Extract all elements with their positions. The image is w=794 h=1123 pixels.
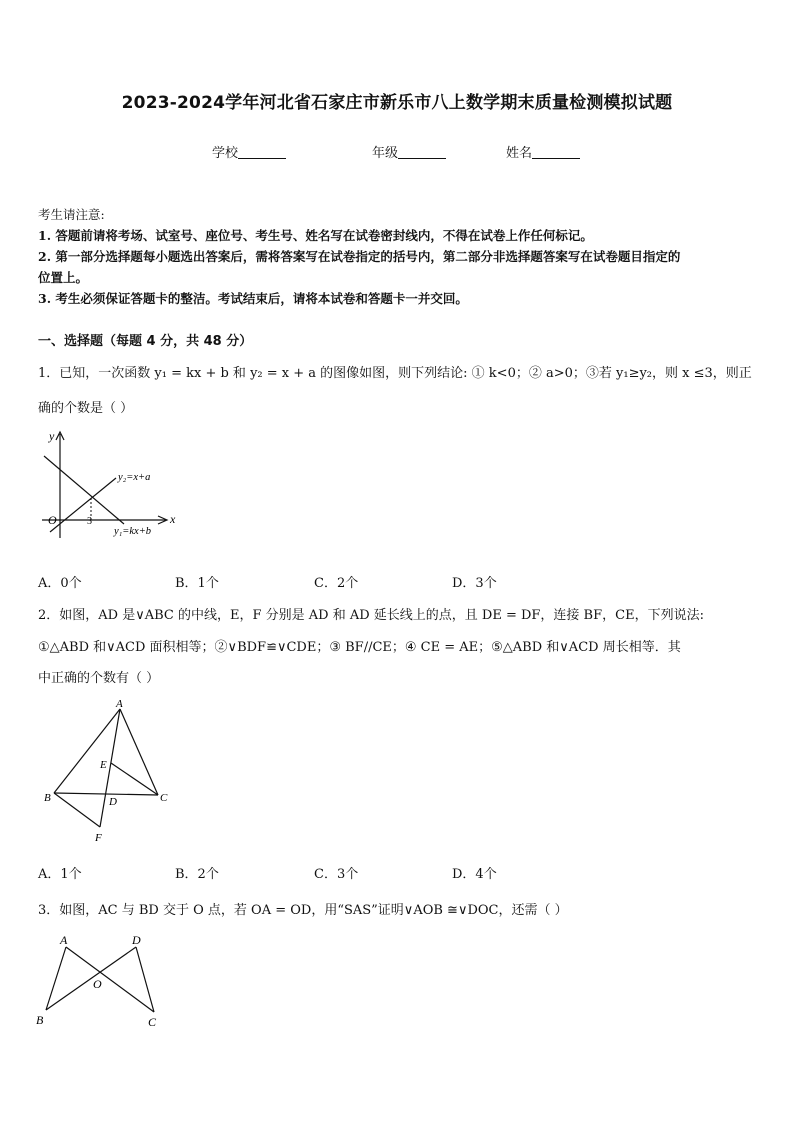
q1-text-line1: 1．已知，一次函数 y₁ = kx + b 和 y₂ = x + a 的图像如图，则下列结论: ① k<0；② a>0；③若 y₁≥y₂，则 x ≤3，则正 bbox=[38, 366, 752, 381]
grade-blank bbox=[398, 146, 446, 159]
q1-option-c: C．2个 bbox=[314, 576, 359, 591]
q3-label-o: O bbox=[93, 977, 102, 991]
q1-graph bbox=[36, 428, 176, 548]
q3-label-d: D bbox=[132, 933, 141, 947]
school-field bbox=[212, 142, 286, 161]
notice-item-2-cont: 位置上。 bbox=[38, 270, 89, 285]
grade-label: 年级 bbox=[372, 146, 399, 161]
grade-field bbox=[372, 142, 446, 161]
q2-label-d: D bbox=[109, 796, 117, 808]
q2-label-e: E bbox=[100, 759, 107, 771]
q1-y2-label: y₂=x+a bbox=[118, 472, 151, 483]
q2-segment-bf bbox=[54, 793, 100, 827]
q1-x-label: x bbox=[170, 512, 176, 526]
q2-triangle-figure bbox=[36, 695, 186, 851]
q3-bowtie-figure bbox=[30, 928, 170, 1032]
name-blank bbox=[532, 146, 580, 159]
q2-label-b: B bbox=[44, 792, 51, 804]
q1-text-line2: 确的个数是（ ） bbox=[38, 401, 134, 416]
notice-item-3: 3. 考生必须保证答题卡的整洁。考试结束后，请将本试卷和答题卡一并交回。 bbox=[38, 291, 468, 306]
notice-item-1: 1. 答题前请将考场、试室号、座位号、考生号、姓名写在试卷密封线内，不得在试卷上作任何标记。 bbox=[38, 228, 593, 243]
name-label: 姓名 bbox=[506, 146, 533, 161]
name-field bbox=[506, 142, 580, 161]
q2-option-c: C．3个 bbox=[314, 867, 359, 882]
q2-text-line1: 2．如图，AD 是∨ABC 的中线，E，F 分别是 AD 和 AD 延长线上的点，且 DE = DF，连接 BF，CE，下列说法: bbox=[38, 608, 704, 623]
q3-segment-dc bbox=[136, 947, 154, 1012]
q2-side-ab bbox=[54, 709, 120, 793]
q1-option-b: B．1个 bbox=[175, 576, 219, 591]
q2-text-line3: 中正确的个数有（ ） bbox=[38, 671, 160, 686]
q2-text-line2: ①△ABD 和∨ACD 面积相等；②∨BDF≌∨CDE；③ BF//CE；④ CE = AE；⑤△ABD 和∨ACD 周长相等．其 bbox=[38, 640, 681, 655]
q3-text-line1: 3．如图，AC 与 BD 交于 O 点，若 OA = OD，用“SAS”证明∨AOB ≅∨DOC，还需（ ） bbox=[38, 903, 568, 918]
q3-segment-ac bbox=[66, 947, 154, 1012]
q3-label-b: B bbox=[36, 1013, 44, 1027]
section-heading: 一、选择题（每题 4 分，共 48 分） bbox=[38, 334, 253, 349]
q2-label-a: A bbox=[116, 698, 123, 710]
notice-heading: 考生请注意: bbox=[38, 207, 105, 222]
q3-segment-bd bbox=[46, 947, 136, 1010]
q3-segment-ab bbox=[46, 947, 66, 1010]
q2-option-d: D．4个 bbox=[452, 867, 497, 882]
q2-option-b: B．2个 bbox=[175, 867, 219, 882]
q1-option-d: D．3个 bbox=[452, 576, 497, 591]
q3-label-a: A bbox=[60, 933, 68, 947]
q1-y1-label: y₁=kx+b bbox=[114, 526, 152, 537]
q1-option-a: A．0个 bbox=[38, 576, 82, 591]
q1-origin-label: O bbox=[48, 513, 57, 527]
q1-y-label: y bbox=[49, 429, 55, 443]
q1-tick-3: 3 bbox=[87, 516, 92, 527]
q3-label-c: C bbox=[148, 1015, 157, 1029]
notice-item-2: 2. 第一部分选择题每小题选出答案后，需将答案写在试卷指定的括号内，第二部分非选择题答案写在试卷题目指定的 bbox=[38, 249, 681, 264]
q2-label-c: C bbox=[160, 792, 168, 804]
q2-label-f: F bbox=[95, 832, 102, 844]
q2-option-a: A．1个 bbox=[38, 867, 82, 882]
school-label: 学校 bbox=[212, 146, 239, 161]
school-blank bbox=[238, 146, 286, 159]
page-title: 2023-2024学年河北省石家庄市新乐市八上数学期末质量检测模拟试题 bbox=[121, 93, 673, 113]
